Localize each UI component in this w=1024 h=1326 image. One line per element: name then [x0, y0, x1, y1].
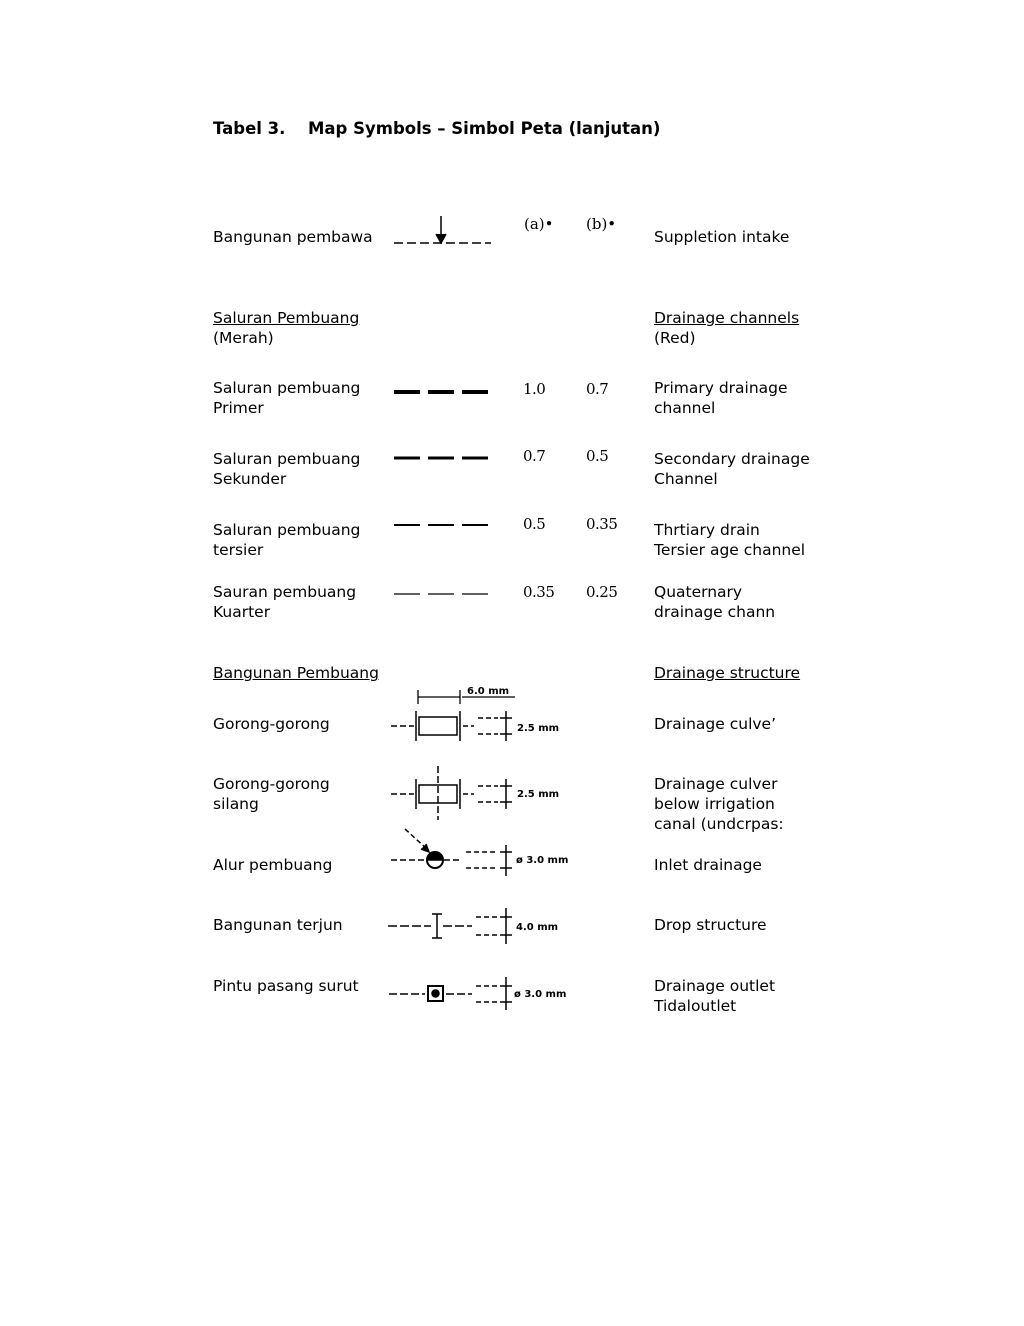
drainage-channels-heading-right-sub: (Red)	[654, 329, 696, 347]
intake-right-label: Suppletion intake	[654, 228, 790, 246]
channel-primary-right2: channel	[654, 399, 716, 417]
structure-crossing-right2: below irrigation	[654, 795, 775, 813]
drainage-channels-heading-left: Saluran Pembuang	[213, 309, 360, 327]
table-caption: Map Symbols – Simbol Peta (lanjutan)	[308, 119, 661, 138]
structure-inlet-right1: Inlet drainage	[654, 856, 762, 874]
structure-tidal-left1: Pintu pasang surut	[213, 977, 359, 995]
channel-quaternary-right1: Quaternary	[654, 583, 743, 601]
channel-tertiary-left1: Saluran pembuang	[213, 521, 361, 539]
drainage-structure-heading-left: Bangunan Pembuang	[213, 664, 379, 682]
channel-secondary-left2: Sekunder	[213, 470, 287, 488]
structure-culvert-right1: Drainage culve’	[654, 715, 777, 733]
structure-culvert-left1: Gorong-gorong	[213, 715, 330, 733]
intake-symbol	[394, 216, 491, 243]
intake-left-label: Bangunan pembawa	[213, 228, 373, 246]
channel-primary-b: 0.7	[586, 380, 609, 398]
channel-secondary-left1: Saluran pembuang	[213, 450, 361, 468]
culvert-symbol	[391, 711, 512, 741]
channel-secondary-right1: Secondary drainage	[654, 450, 810, 468]
culvert-width-label: 6.0 mm	[467, 686, 510, 697]
channel-secondary-right2: Channel	[654, 470, 718, 488]
channel-quaternary-left2: Kuarter	[213, 603, 271, 621]
structure-drop-right1: Drop structure	[654, 916, 767, 934]
structure-drop-left1: Bangunan terjun	[213, 916, 343, 934]
table-number: Tabel 3.	[213, 119, 286, 138]
structure-tidal-right1: Drainage outlet	[654, 977, 776, 995]
structure-crossing-dim: 2.5 mm	[517, 789, 560, 800]
inlet-drainage-symbol	[391, 829, 512, 876]
channel-quaternary-b: 0.25	[586, 583, 618, 601]
structure-crossing-right1: Drainage culver	[654, 775, 778, 793]
structure-tidal-dim: ø 3.0 mm	[514, 989, 567, 1000]
structure-crossing-left2: silang	[213, 795, 259, 813]
structure-drop-dim: 4.0 mm	[516, 922, 559, 933]
channel-primary-a: 1.0	[523, 380, 546, 398]
channel-secondary-a: 0.7	[523, 447, 546, 465]
drop-structure-symbol	[388, 908, 512, 944]
structure-inlet-left1: Alur pembuang	[213, 856, 333, 874]
drainage-channels-heading-right: Drainage channels	[654, 309, 800, 327]
column-b-header: (b)•	[586, 215, 617, 233]
channel-secondary-b: 0.5	[586, 447, 609, 465]
channel-primary-left2: Primer	[213, 399, 264, 417]
culvert-width-dimension	[418, 690, 515, 704]
culvert-crossing-symbol	[391, 766, 512, 820]
drainage-structure-heading-right: Drainage structure	[654, 664, 801, 682]
channel-tertiary-right1: Thrtiary drain	[654, 521, 760, 539]
channel-quaternary-right2: drainage chann	[654, 603, 776, 621]
channel-tertiary-left2: tersier	[213, 541, 264, 559]
channel-tertiary-b: 0.35	[586, 515, 618, 533]
column-a-header: (a)•	[524, 215, 554, 233]
drainage-channels-heading-left-sub: (Merah)	[213, 329, 274, 347]
structure-tidal-right2: Tidaloutlet	[654, 997, 737, 1015]
tidal-outlet-symbol	[389, 977, 512, 1010]
structure-crossing-left1: Gorong-gorong	[213, 775, 330, 793]
channel-primary-right1: Primary drainage	[654, 379, 788, 397]
channel-primary-left1: Saluran pembuang	[213, 379, 361, 397]
structure-crossing-right3: canal (undcrpas:	[654, 815, 784, 833]
structure-culvert-dim: 2.5 mm	[517, 723, 560, 734]
channel-quaternary-a: 0.35	[523, 583, 555, 601]
structure-inlet-dim: ø 3.0 mm	[516, 855, 569, 866]
channel-tertiary-right2: Tersier age channel	[654, 541, 806, 559]
channel-quaternary-left1: Sauran pembuang	[213, 583, 357, 601]
channel-tertiary-a: 0.5	[523, 515, 546, 533]
